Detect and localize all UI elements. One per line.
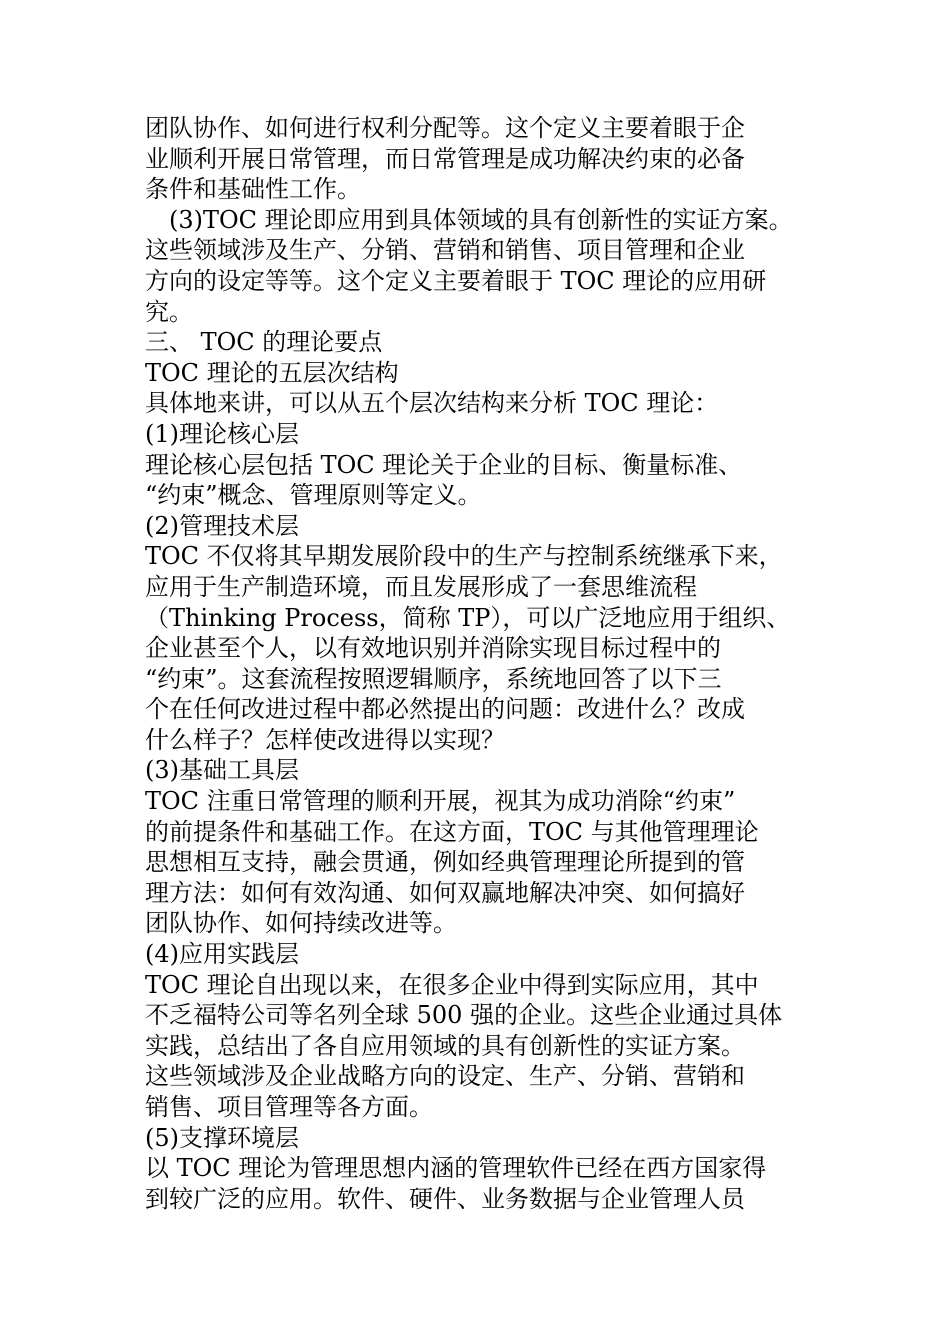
text-line: 的前提条件和基础工作。在这方面，TOC 与其他管理理论 bbox=[145, 817, 759, 846]
text-line: 不乏福特公司等名列全球 500 强的企业。这些企业通过具体 bbox=[145, 1001, 783, 1030]
text-line: 到较广泛的应用。软件、硬件、业务数据与企业管理人员 bbox=[145, 1184, 745, 1213]
text-line: (3)基础工具层 bbox=[145, 756, 299, 785]
text-line: (4)应用实践层 bbox=[145, 940, 299, 969]
text-line: TOC 理论的五层次结构 bbox=[145, 358, 399, 387]
text-line: (5)支撑环境层 bbox=[145, 1123, 299, 1152]
text-line: 什么样子？怎样使改进得以实现？ bbox=[145, 725, 505, 754]
text-line: 条件和基础性工作。 bbox=[145, 175, 361, 204]
text-line: 具体地来讲，可以从五个层次结构来分析 TOC 理论： bbox=[145, 389, 719, 418]
text-line: (3)TOC 理论即应用到具体领域的具有创新性的实证方案。 bbox=[169, 205, 793, 234]
document-body bbox=[145, 113, 815, 1214]
text-line: （Thinking Process，简称 TP），可以广泛地应用于组织、 bbox=[145, 603, 791, 632]
text-line: 团队协作、如何持续改进等。 bbox=[145, 909, 457, 938]
text-line: 业顺利开展日常管理，而日常管理是成功解决约束的必备 bbox=[145, 144, 745, 173]
text-line: 团队协作、如何进行权利分配等。这个定义主要着眼于企 bbox=[145, 114, 745, 142]
text-line: 理方法：如何有效沟通、如何双赢地解决冲突、如何搞好 bbox=[145, 878, 745, 907]
text-line: 实践，总结出了各自应用领域的具有创新性的实证方案。 bbox=[145, 1031, 745, 1060]
text-line: 这些领域涉及企业战略方向的设定、生产、分销、营销和 bbox=[145, 1062, 745, 1091]
text-line: (2)管理技术层 bbox=[145, 511, 299, 540]
text-line: “约束”。这套流程按照逻辑顺序，系统地回答了以下三 bbox=[145, 664, 722, 693]
text-line: 理论核心层包括 TOC 理论关于企业的目标、衡量标准、 bbox=[145, 450, 743, 479]
text-line: 方向的设定等等。这个定义主要着眼于 TOC 理论的应用研 bbox=[145, 266, 767, 295]
text-line: 企业甚至个人，以有效地识别并消除实现目标过程中的 bbox=[145, 634, 721, 663]
text-line: 以 TOC 理论为管理思想内涵的管理软件已经在西方国家得 bbox=[145, 1154, 767, 1183]
text-line: 应用于生产制造环境，而且发展形成了一套思维流程 bbox=[145, 572, 697, 601]
text-line: 销售、项目管理等各方面。 bbox=[145, 1093, 433, 1121]
text-line: 三、 TOC 的理论要点 bbox=[145, 328, 383, 357]
text-line: 这些领域涉及生产、分销、营销和销售、项目管理和企业 bbox=[145, 236, 745, 265]
text-line: TOC 理论自出现以来，在很多企业中得到实际应用，其中 bbox=[145, 970, 759, 999]
text-line: “约束”概念、管理原则等定义。 bbox=[145, 481, 482, 510]
text-line: 个在任何改进过程中都必然提出的问题：改进什么？改成 bbox=[145, 695, 745, 724]
text-line: 思想相互支持，融会贯通，例如经典管理理论所提到的管 bbox=[145, 848, 745, 877]
text-line: 究。 bbox=[145, 297, 193, 326]
text-line: TOC 不仅将其早期发展阶段中的生产与控制系统继承下来， bbox=[145, 542, 783, 571]
text-line: TOC 注重日常管理的顺利开展，视其为成功消除“约束” bbox=[145, 787, 736, 816]
text-line: (1)理论核心层 bbox=[145, 419, 299, 448]
